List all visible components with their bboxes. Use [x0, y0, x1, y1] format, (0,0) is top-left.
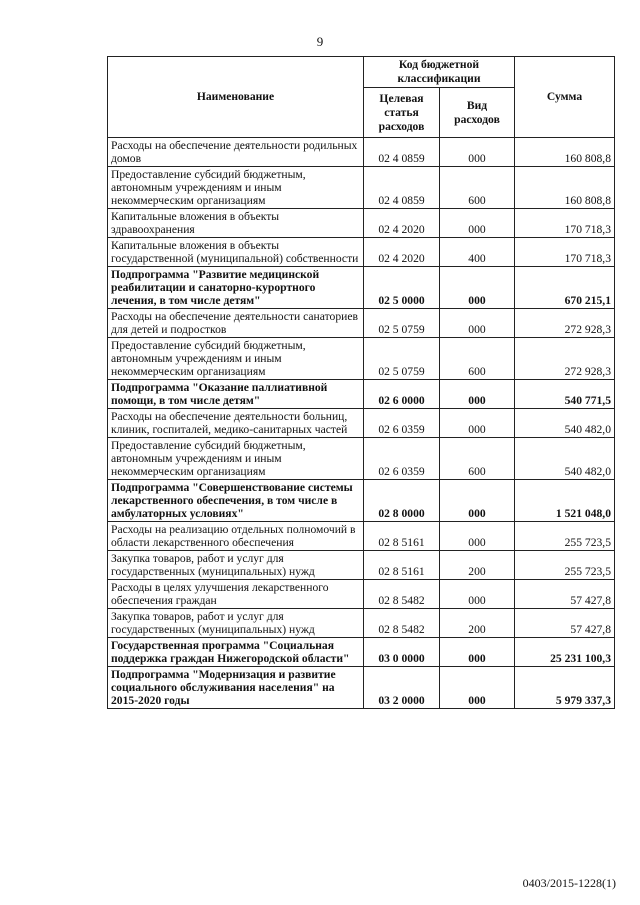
row-sum: 255 723,5: [515, 522, 615, 551]
row-expense-kind: 000: [440, 480, 515, 522]
row-name: Расходы на обеспечение деятельности родильных домов: [108, 138, 364, 167]
row-target-article: 02 8 5482: [364, 609, 440, 638]
row-expense-kind: 400: [440, 238, 515, 267]
row-expense-kind: 600: [440, 167, 515, 209]
row-name: Расходы в целях улучшения лекарственного обеспечения граждан: [108, 580, 364, 609]
row-target-article: 02 4 0859: [364, 167, 440, 209]
header-code-group: Код бюджетной классификации: [364, 57, 515, 88]
table-row: [108, 338, 615, 380]
row-sum: 160 808,8: [515, 167, 615, 209]
row-sum: 255 723,5: [515, 551, 615, 580]
row-sum: 170 718,3: [515, 238, 615, 267]
table-row: [108, 209, 615, 238]
row-expense-kind: 000: [440, 409, 515, 438]
row-expense-kind: 000: [440, 522, 515, 551]
row-target-article: 02 4 0859: [364, 138, 440, 167]
row-expense-kind: 000: [440, 138, 515, 167]
header-sum: Сумма: [515, 57, 615, 138]
row-name: Расходы на обеспечение деятельности больниц, клиник, госпиталей, медико-санитарных частей: [108, 409, 364, 438]
row-sum: 670 215,1: [515, 267, 615, 309]
row-expense-kind: 200: [440, 609, 515, 638]
table-row: [108, 638, 615, 667]
table-row: [108, 167, 615, 209]
row-sum: 57 427,8: [515, 609, 615, 638]
row-sum: 272 928,3: [515, 338, 615, 380]
row-name: Расходы на обеспечение деятельности санаториев для детей и подростков: [108, 309, 364, 338]
row-sum: 540 482,0: [515, 438, 615, 480]
row-expense-kind: 000: [440, 267, 515, 309]
row-expense-kind: 000: [440, 380, 515, 409]
table-row: [108, 267, 615, 309]
row-sum: 5 979 337,3: [515, 667, 615, 709]
row-sum: 1 521 048,0: [515, 480, 615, 522]
row-target-article: 02 4 2020: [364, 238, 440, 267]
row-target-article: 02 8 5482: [364, 580, 440, 609]
row-target-article: 02 5 0000: [364, 267, 440, 309]
table-row: [108, 409, 615, 438]
row-name: Закупка товаров, работ и услуг для государственных (муниципальных) нужд: [108, 551, 364, 580]
budget-table: [107, 56, 615, 709]
row-target-article: 02 8 5161: [364, 522, 440, 551]
row-target-article: 02 5 0759: [364, 338, 440, 380]
table-row: [108, 380, 615, 409]
row-target-article: 02 6 0000: [364, 380, 440, 409]
row-name: Подпрограмма "Совершенствование системы лекарственного обеспечения, в том числе в амбулаторных условиях": [108, 480, 364, 522]
row-target-article: 02 8 0000: [364, 480, 440, 522]
table-row: [108, 551, 615, 580]
row-sum: 57 427,8: [515, 580, 615, 609]
row-target-article: 03 0 0000: [364, 638, 440, 667]
table-row: [108, 609, 615, 638]
row-expense-kind: 000: [440, 580, 515, 609]
row-expense-kind: 600: [440, 438, 515, 480]
row-target-article: 02 4 2020: [364, 209, 440, 238]
table-row: [108, 667, 615, 709]
row-target-article: 02 5 0759: [364, 309, 440, 338]
row-expense-kind: 200: [440, 551, 515, 580]
row-expense-kind: 000: [440, 209, 515, 238]
row-target-article: 02 6 0359: [364, 438, 440, 480]
table-row: [108, 480, 615, 522]
table-row: [108, 309, 615, 338]
row-name: Подпрограмма "Оказание паллиативной помощи, в том числе детям": [108, 380, 364, 409]
row-name: Подпрограмма "Развитие медицинской реабилитации и санаторно-курортного лечения, в том числе детям": [108, 267, 364, 309]
document-code: 0403/2015-1228(1): [522, 876, 616, 890]
row-target-article: 02 8 5161: [364, 551, 440, 580]
row-sum: 540 482,0: [515, 409, 615, 438]
row-expense-kind: 000: [440, 309, 515, 338]
row-name: Капитальные вложения в объекты государственной (муниципальной) собственности: [108, 238, 364, 267]
row-sum: 272 928,3: [515, 309, 615, 338]
table-row: [108, 438, 615, 480]
row-expense-kind: 600: [440, 338, 515, 380]
row-sum: 540 771,5: [515, 380, 615, 409]
header-target: Целевая статья расходов: [364, 88, 440, 138]
row-name: Предоставление субсидий бюджетным, автономным учреждениям и иным некоммерческим организациям: [108, 338, 364, 380]
table-row: [108, 138, 615, 167]
row-sum: 160 808,8: [515, 138, 615, 167]
row-expense-kind: 000: [440, 667, 515, 709]
table-body: [108, 138, 615, 709]
row-name: Расходы на реализацию отдельных полномочий в области лекарственного обеспечения: [108, 522, 364, 551]
row-name: Государственная программа "Социальная поддержка граждан Нижегородской области": [108, 638, 364, 667]
row-name: Закупка товаров, работ и услуг для государственных (муниципальных) нужд: [108, 609, 364, 638]
table-header: [108, 57, 615, 138]
row-name: Предоставление субсидий бюджетным, автономным учреждениям и иным некоммерческим организациям: [108, 438, 364, 480]
row-name: Капитальные вложения в объекты здравоохранения: [108, 209, 364, 238]
table-row: [108, 580, 615, 609]
row-name: Предоставление субсидий бюджетным, автономным учреждениям и иным некоммерческим организациям: [108, 167, 364, 209]
header-kind: Вид расходов: [440, 88, 515, 138]
page-number: 9: [316, 34, 324, 49]
row-name: Подпрограмма "Модернизация и развитие социального обслуживания населения" на 2015-2020 годы: [108, 667, 364, 709]
row-target-article: 03 2 0000: [364, 667, 440, 709]
row-target-article: 02 6 0359: [364, 409, 440, 438]
header-name: Наименование: [108, 57, 364, 138]
row-sum: 170 718,3: [515, 209, 615, 238]
row-expense-kind: 000: [440, 638, 515, 667]
table-row: [108, 238, 615, 267]
table-row: [108, 522, 615, 551]
row-sum: 25 231 100,3: [515, 638, 615, 667]
